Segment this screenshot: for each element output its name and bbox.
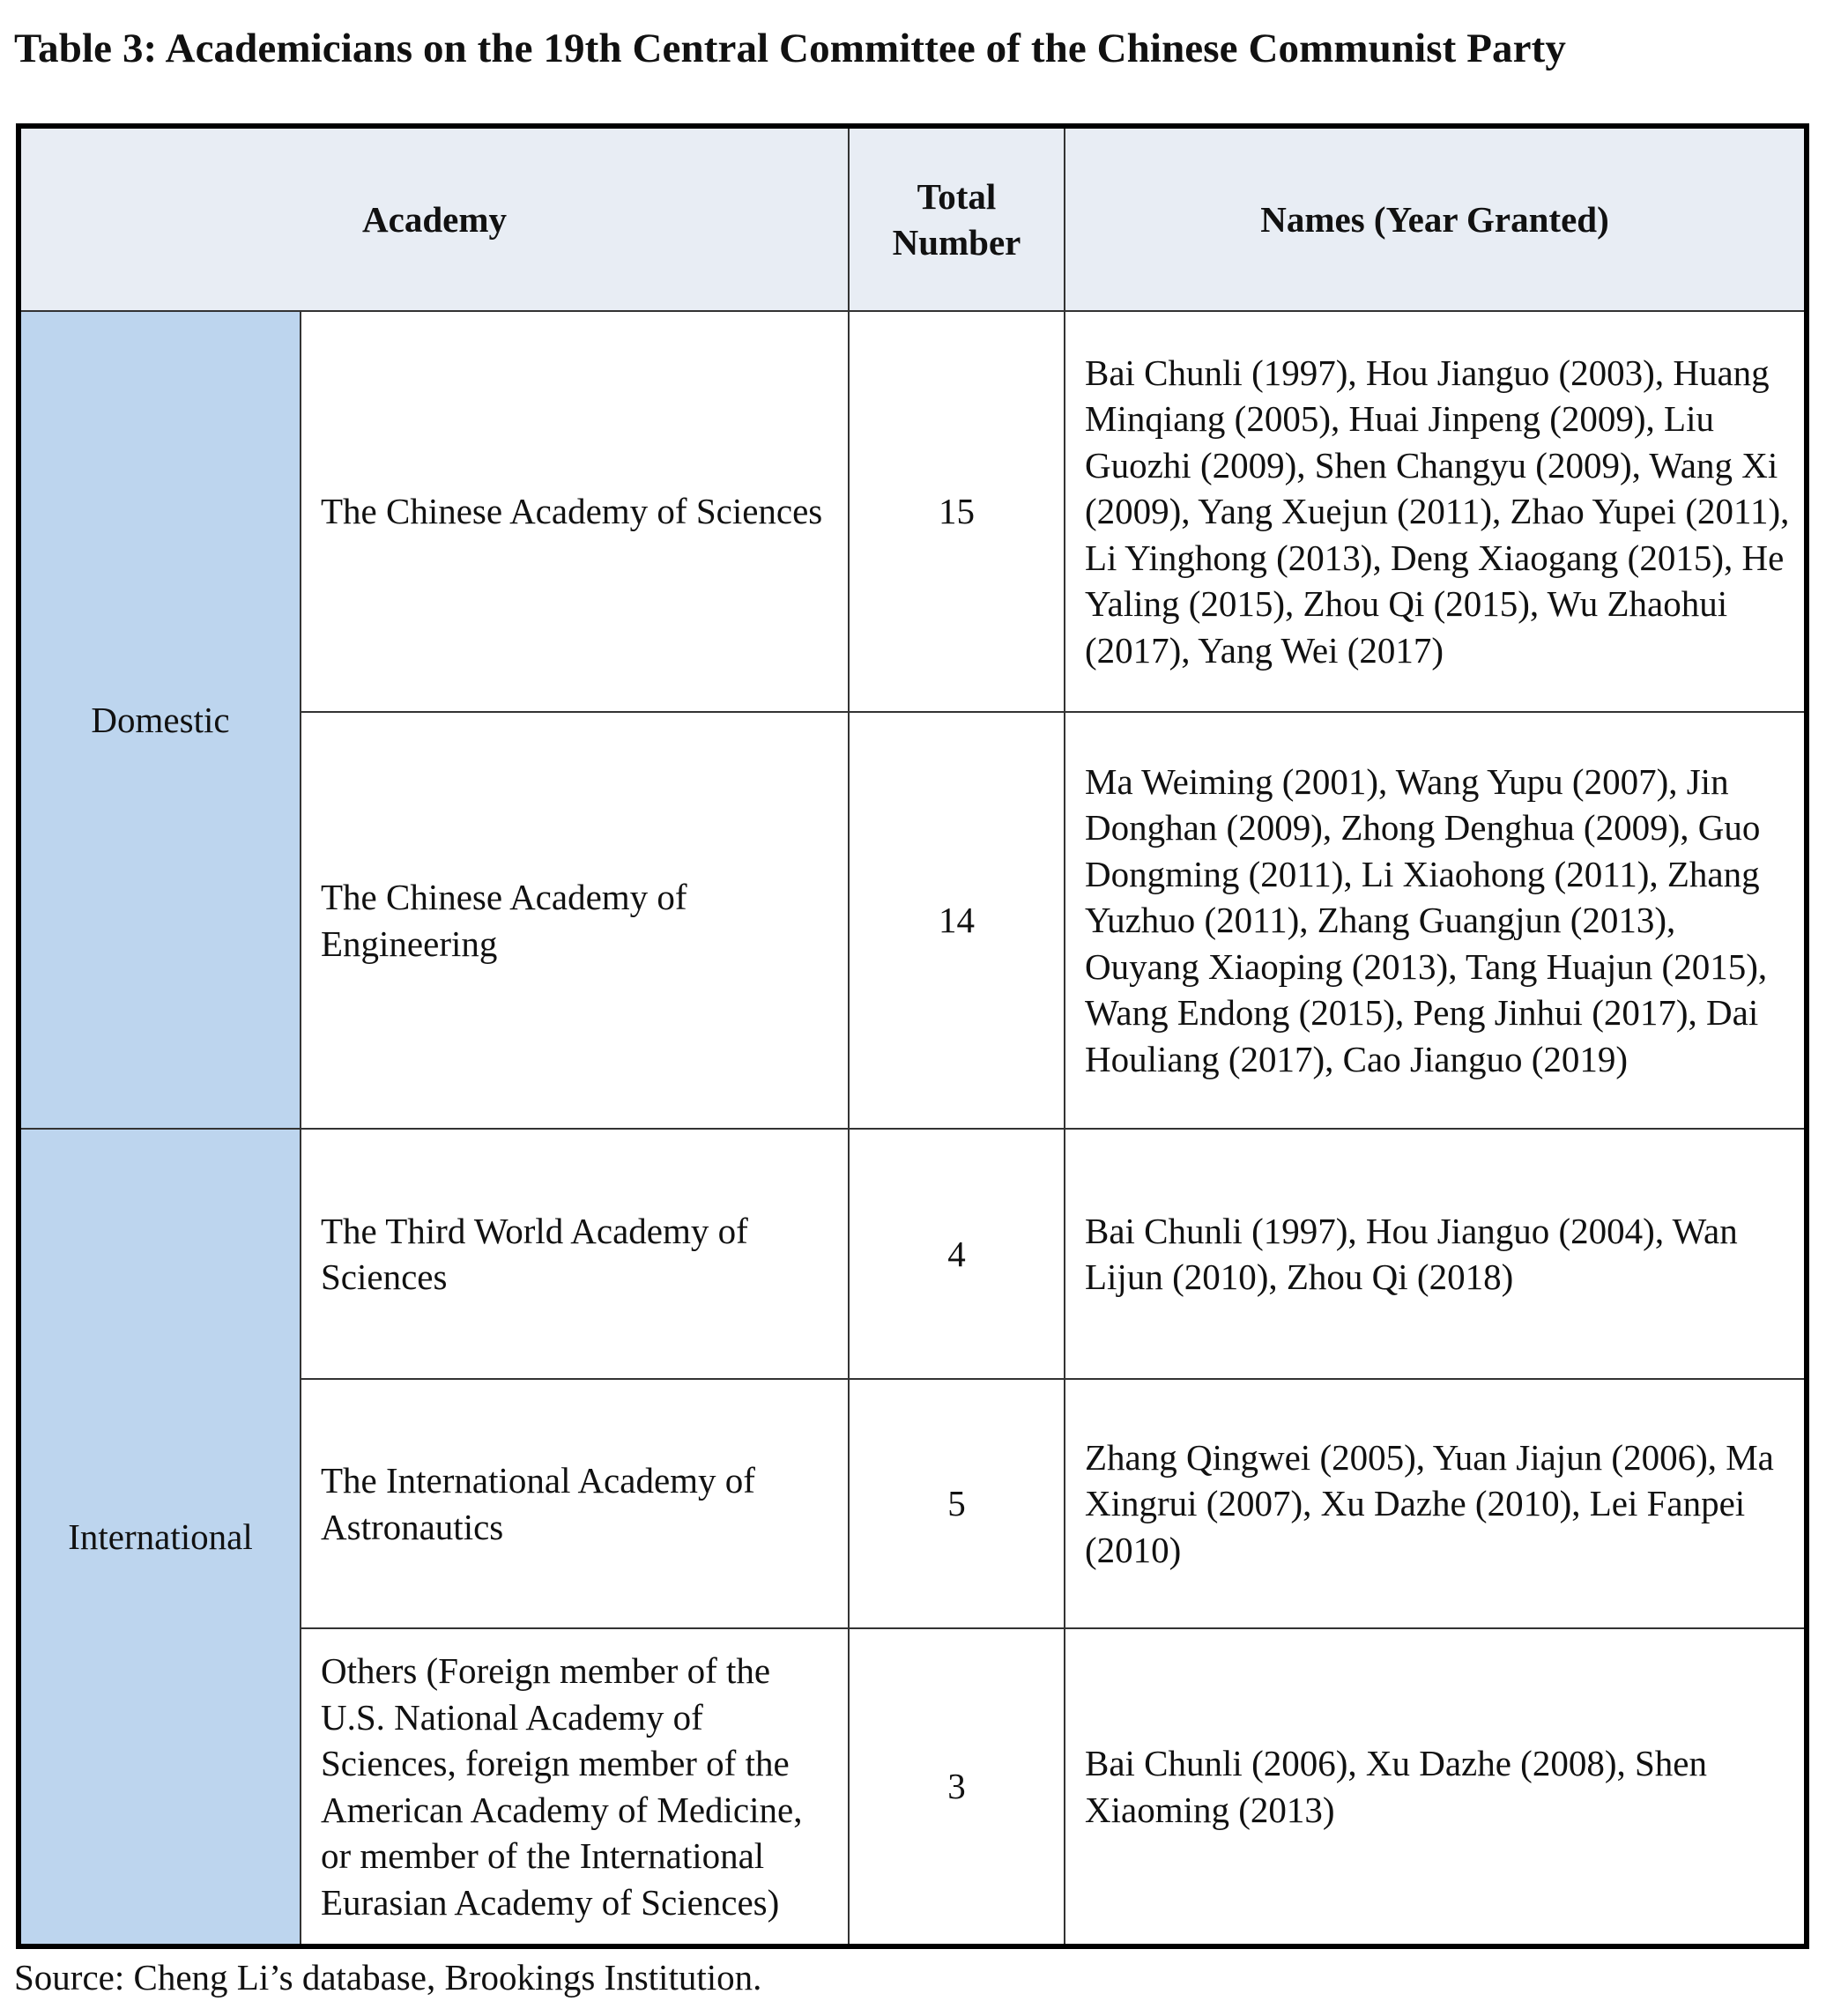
row-names-text: Bai Chunli (2006), Xu Dazhe (2008), Shen Xiaoming (2013) — [1085, 1743, 1707, 1830]
header-total-number-label: Total Number — [892, 175, 1021, 263]
row-academy-cell — [301, 1629, 850, 1944]
row-academy-text: The Third World Academy of Sciences — [321, 1210, 748, 1297]
source-note: Source: Cheng Li’s database, Brookings Institution. — [14, 1957, 762, 1997]
row-academy-cell — [301, 312, 850, 713]
row-total-cell — [850, 312, 1065, 713]
group-international-label: International — [68, 1516, 253, 1557]
table-title: Table 3: Academicians on the 19th Central Committee of the Chinese Communist Party — [14, 26, 1566, 71]
row-total-value: 15 — [939, 491, 975, 532]
row-total-value: 14 — [939, 900, 975, 941]
row-total-cell — [850, 1380, 1065, 1629]
row-academy-text: The Chinese Academy of Sciences — [321, 491, 823, 532]
header-total-number — [850, 129, 1065, 312]
row-total-cell — [850, 1629, 1065, 1944]
header-academy-label: Academy — [362, 198, 507, 240]
row-names-cell — [1065, 1380, 1804, 1629]
row-total-cell — [850, 713, 1065, 1130]
header-names-label: Names (Year Granted) — [1260, 198, 1609, 240]
row-total-value: 3 — [947, 1766, 966, 1807]
academicians-table — [16, 123, 1809, 1949]
row-names-cell — [1065, 1629, 1804, 1944]
row-total-value: 4 — [947, 1233, 966, 1274]
row-total-value: 5 — [947, 1483, 966, 1524]
row-names-cell — [1065, 713, 1804, 1130]
row-academy-cell — [301, 1130, 850, 1380]
row-names-text: Bai Chunli (1997), Hou Jianguo (2004), Wan Lijun (2010), Zhou Qi (2018) — [1085, 1210, 1738, 1297]
row-names-cell — [1065, 312, 1804, 713]
row-academy-cell — [301, 713, 850, 1130]
row-total-cell — [850, 1130, 1065, 1380]
row-names-text: Ma Weiming (2001), Wang Yupu (2007), Jin Donghan (2009), Zhong Denghua (2009), Guo Dongming (2011), Li Xiaohong (2011), Zhang Yuzhuo (2011), Zhang Guangjun (2013), Ouyang Xiaoping (2013), Tang Huajun (2015), Wang Endong (2015), Peng Jinhui (2017), Dai Houliang (2017), Cao Jianguo (2019) — [1085, 760, 1768, 1079]
row-names-text: Bai Chunli (1997), Hou Jianguo (2003), Huang Minqiang (2005), Huai Jinpeng (2009), Liu Guozhi (2009), Shen Changyu (2009), Wang Xi (2009), Yang Xuejun (2011), Zhao Yupei (2011), Li Yinghong (2013), Deng Xiaogang (2015), He Yaling (2015), Zhou Qi (2015), Wu Zhaohui (2017), Yang Wei (2017) — [1085, 352, 1790, 671]
group-domestic-label: Domestic — [91, 699, 230, 740]
row-names-cell — [1065, 1130, 1804, 1380]
row-academy-cell — [301, 1380, 850, 1629]
row-names-text: Zhang Qingwei (2005), Yuan Jiajun (2006), Ma Xingrui (2007), Xu Dazhe (2010), Lei Fanpei (2010) — [1085, 1436, 1774, 1570]
header-names — [1065, 129, 1804, 312]
row-academy-text: The International Academy of Astronautics — [321, 1460, 755, 1547]
row-academy-text: The Chinese Academy of Engineering — [321, 877, 687, 964]
group-international — [21, 1130, 301, 1944]
row-academy-text: Others (Foreign member of the U.S. National Academy of Sciences, foreign member of the American Academy of Medicine, or member of the International Eurasian Academy of Sciences) — [321, 1650, 803, 1923]
group-domestic — [21, 312, 301, 1130]
header-academy — [21, 129, 850, 312]
